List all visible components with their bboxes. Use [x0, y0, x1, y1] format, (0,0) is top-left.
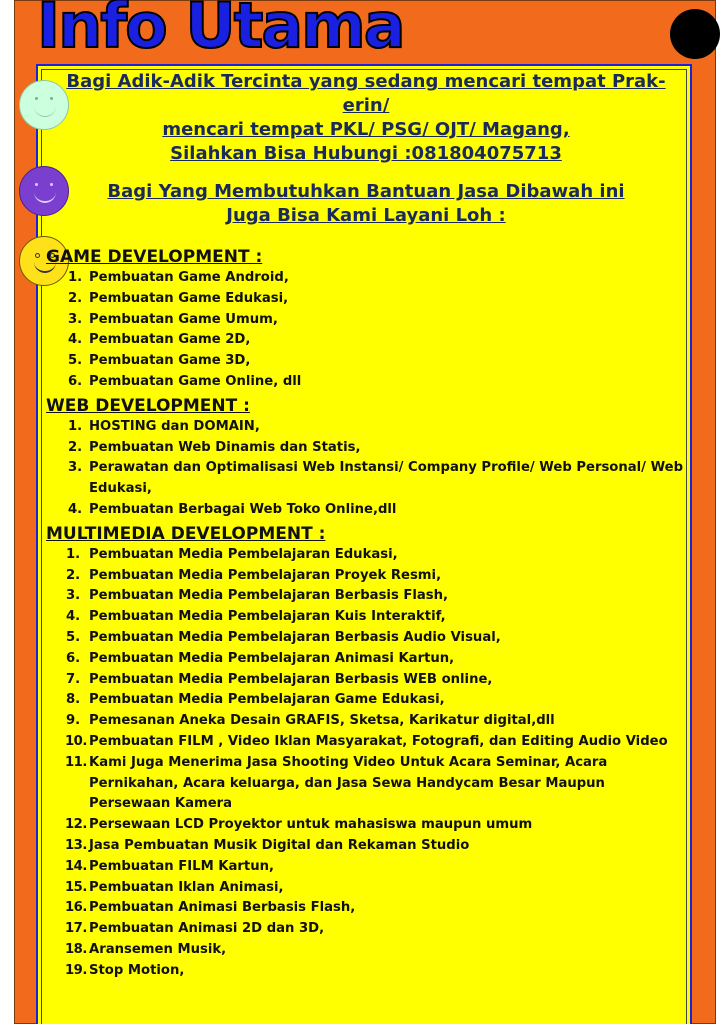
- game-list: [46, 268, 686, 393]
- list-item: 5. Pembuatan Game 3D,: [68, 353, 251, 369]
- intro-block: [46, 70, 686, 228]
- list-item: 15. Pembuatan Iklan Animasi,: [65, 879, 284, 895]
- section-heading-game: GAME DEVELOPMENT :: [46, 247, 263, 267]
- intro-line: Bagi Yang Membutuhkan Bantuan Jasa Dibawah ini: [107, 181, 625, 202]
- list-item: 6. Pembuatan Media Pembelajaran Animasi Kartun,: [66, 650, 455, 666]
- list-item: 4. Pembuatan Berbagai Web Toko Online,dll: [68, 501, 397, 517]
- section-heading-multimedia: MULTIMEDIA DEVELOPMENT :: [46, 523, 326, 544]
- multimedia-list: [46, 545, 686, 982]
- list-item: 2. Pembuatan Media Pembelajaran Proyek Resmi,: [66, 567, 442, 583]
- list-item: 1. HOSTING dan DOMAIN,: [68, 418, 260, 434]
- list-item: 4. Pembuatan Media Pembelajaran Kuis Interaktif,: [66, 609, 446, 625]
- intro-phone-line: Silahkan Bisa Hubungi :081804075713: [170, 143, 562, 164]
- list-item: 3. Perawatan dan Optimalisasi Web Instansi/ Company Profile/ Web Personal/ Web Edukasi,: [68, 460, 684, 497]
- intro-line: Juga Bisa Kami Layani Loh :: [226, 205, 506, 226]
- list-item: 2. Pembuatan Game Edukasi,: [68, 290, 289, 306]
- list-item: 1. Pembuatan Game Android,: [68, 270, 289, 285]
- list-item: 2. Pembuatan Web Dinamis dan Statis,: [68, 439, 361, 455]
- list-item: 12. Persewaan LCD Proyektor untuk mahasiswa maupun umum: [65, 817, 533, 833]
- list-item: 17. Pembuatan Animasi 2D dan 3D,: [65, 921, 325, 937]
- intro-line: Bagi Adik-Adik Tercinta yang sedang mencari tempat Prak-: [66, 71, 666, 92]
- list-item: 3. Pembuatan Media Pembelajaran Berbasis Flash,: [66, 588, 449, 604]
- list-item: 18. Aransemen Musik,: [65, 941, 227, 957]
- section-heading-web: WEB DEVELOPMENT :: [46, 395, 250, 416]
- list-item: 19. Stop Motion,: [65, 962, 185, 978]
- list-item: 16. Pembuatan Animasi Berbasis Flash,: [65, 900, 356, 916]
- list-item: 4. Pembuatan Game 2D,: [68, 332, 251, 348]
- list-item: 7. Pembuatan Media Pembelajaran Berbasis WEB online,: [66, 671, 493, 687]
- black-circle-icon: [670, 9, 720, 59]
- document-content: [46, 70, 686, 982]
- list-item: 6. Pembuatan Game Online, dll: [68, 373, 302, 389]
- list-item: 14. Pembuatan FILM Kartun,: [65, 858, 275, 874]
- list-item: 10. Pembuatan FILM , Video Iklan Masyarakat, Fotografi, dan Editing Audio Video: [65, 733, 668, 749]
- list-item: 5. Pembuatan Media Pembelajaran Berbasis Audio Visual,: [66, 629, 501, 645]
- list-item: 8. Pembuatan Media Pembelajaran Game Edukasi,: [66, 692, 445, 708]
- intro-line: erin/: [342, 95, 390, 116]
- intro-line: mencari tempat PKL/ PSG/ OJT/ Magang,: [162, 119, 570, 140]
- list-item: 3. Pembuatan Game Umum,: [68, 311, 278, 327]
- list-item: 13. Jasa Pembuatan Musik Digital dan Rekaman Studio: [65, 837, 470, 853]
- list-item: 11. Kami Juga Menerima Jasa Shooting Video Untuk Acara Seminar, Acara Pernikahan, Acara keluarga, dan Jasa Sewa Handycam Besar Maupun Persewaan Kamera: [65, 754, 608, 812]
- list-item: 9. Pemesanan Aneka Desain GRAFIS, Sketsa, Karikatur digital,dll: [66, 713, 555, 729]
- web-list: [46, 417, 686, 521]
- list-item: 1. Pembuatan Media Pembelajaran Edukasi,: [66, 546, 398, 562]
- poster-title: Info Utama: [37, 0, 404, 62]
